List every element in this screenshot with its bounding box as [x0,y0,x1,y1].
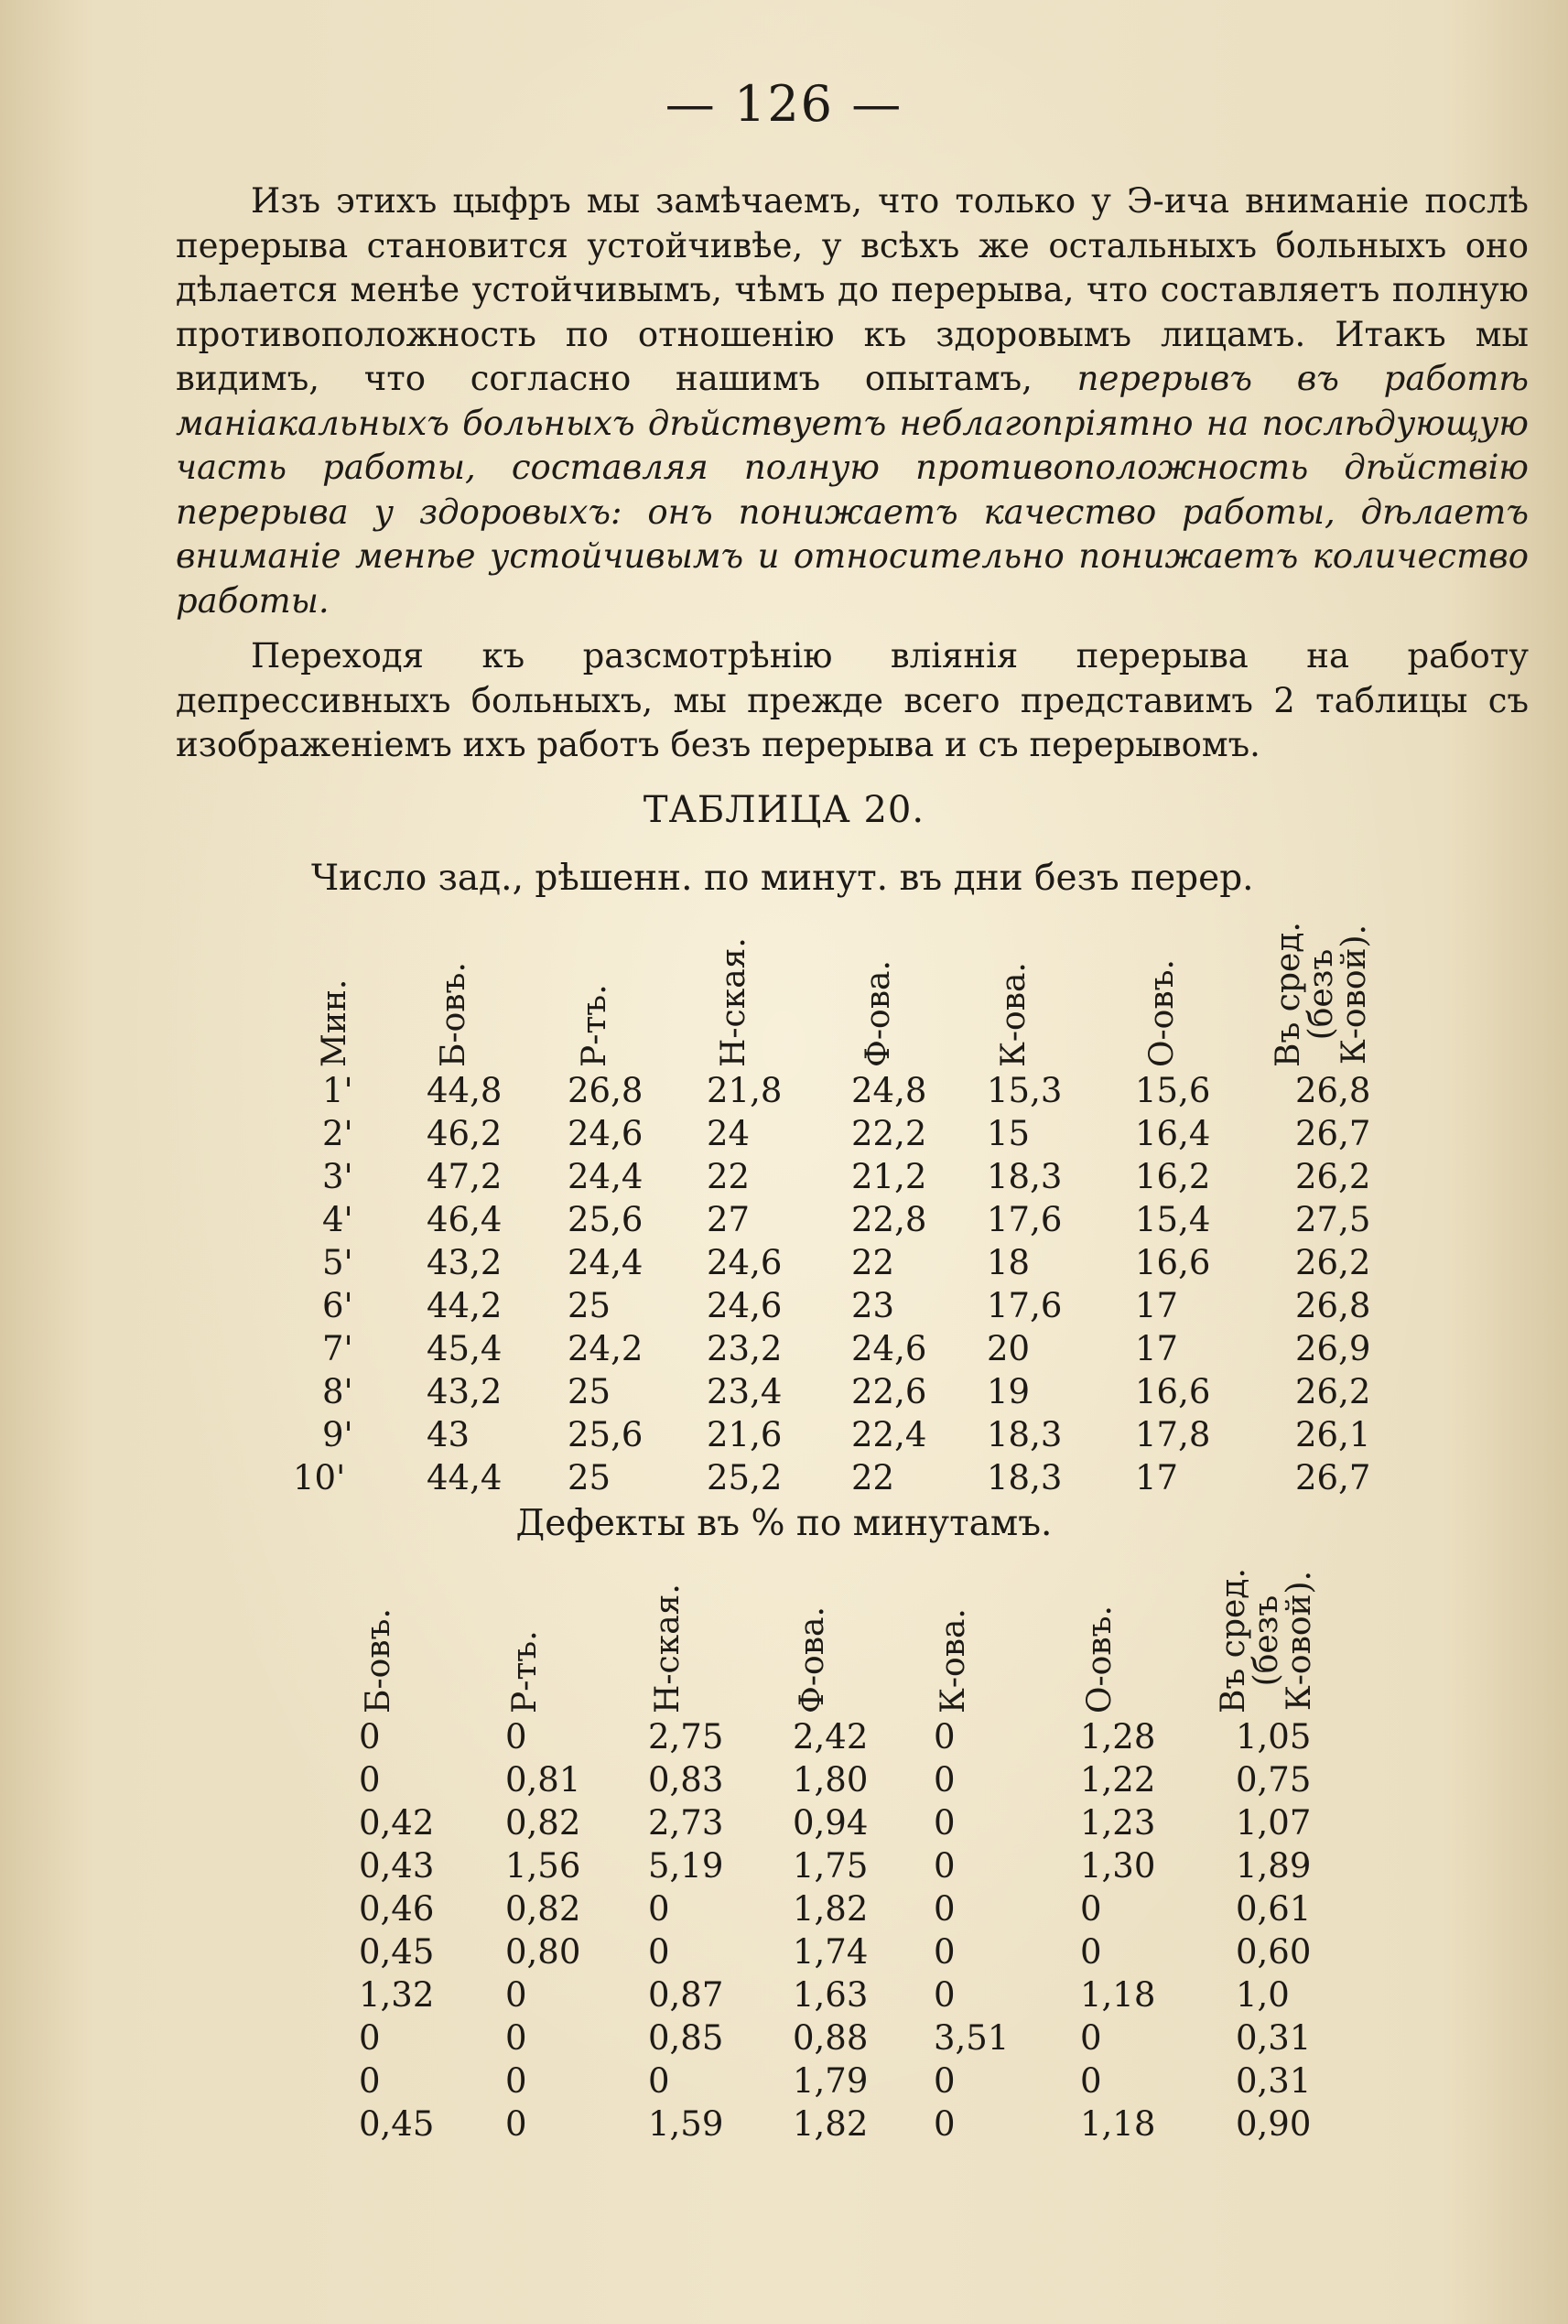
table-cell: 43 [427,1415,470,1454]
table-cell: 0,87 [648,1975,724,2015]
table-cell: 0 [505,2104,527,2144]
table-cell: 23,4 [707,1372,783,1411]
table-cell: 26,1 [1295,1415,1371,1454]
column-header: Н-ская. [715,937,752,1067]
table-cell: 24,6 [851,1329,927,1368]
table-cell: 0 [934,1975,956,2015]
table-cell: 16,4 [1135,1114,1211,1153]
column-header: Б-овъ. [360,1608,397,1713]
table-subtitle: Число зад., рѣшенн. по минут. въ дни безъ перер. [311,858,1254,899]
paragraph-1 [176,179,1529,623]
table-cell: 0 [648,1889,670,1929]
minute-label: 3' [322,1157,353,1196]
table-cell: 0 [934,1889,956,1929]
table-cell: 24,4 [568,1243,643,1282]
table-cell: 0,31 [1236,2061,1312,2101]
table-cell: 27,5 [1295,1200,1371,1239]
table-cell: 0 [1080,2061,1102,2101]
table-cell: 0 [934,2104,956,2144]
table-cell: 0,90 [1236,2104,1312,2144]
table-title: ТАБЛИЦА 20. [643,789,925,831]
table-cell: 0,42 [359,1803,435,1843]
defects-heading: Дефекты въ % по минутамъ. [515,1503,1053,1544]
table-cell: 25,6 [568,1200,643,1239]
table-cell: 15,4 [1135,1200,1211,1239]
table-cell: 25 [568,1286,611,1325]
table-cell: 18,3 [987,1458,1063,1497]
column-header-average [1217,1568,1316,1713]
table-cell: 2,75 [648,1717,724,1757]
table-cell: 0 [505,2061,527,2101]
table-cell: 0 [934,1760,956,1800]
minute-label: 6' [322,1286,353,1325]
column-header-line: Въ сред. [1215,1568,1252,1713]
table-cell: 26,2 [1295,1157,1371,1196]
table-cell: 0 [1080,1889,1102,1929]
table-cell: 16,2 [1135,1157,1211,1196]
table-cell: 1,74 [793,1932,869,1972]
minute-label: 2' [322,1114,353,1153]
table-cell: 0,45 [359,2104,435,2144]
table-cell: 1,59 [648,2104,724,2144]
table-cell: 21,8 [707,1071,783,1110]
column-header: К-ова. [995,962,1033,1067]
column-header-average [1272,922,1371,1067]
table-cell: 24,2 [568,1329,643,1368]
table-cell: 45,4 [427,1329,503,1368]
minute-label: 5' [322,1243,353,1282]
column-header: Ф-ова. [794,1606,831,1713]
paragraph-1-text: Изъ этихъ цыфръ мы замѣчаемъ, что только у Э-ича вниманіе послѣ перерыва становится устойчивѣе, у всѣхъ же остальныхъ больныхъ оно дѣлается менѣе устойчивымъ, чѣмъ до перерыва, что составляетъ полную противоположность по отношенію къ здоровымъ лицамъ. Итакъ мы видимъ, что согласно нашимъ опытамъ, [176,181,1529,398]
table-cell: 26,8 [568,1071,643,1110]
table-cell: 21,6 [707,1415,783,1454]
body-text [176,179,1529,768]
table-cell: 0,81 [505,1760,581,1800]
page-number: — 126 — [665,75,903,133]
table-cell: 5,19 [648,1846,724,1886]
table-cell: 18 [987,1243,1031,1282]
table-cell: 46,4 [427,1200,503,1239]
minute-label: 7' [322,1329,353,1368]
minute-label: 9' [322,1415,353,1454]
column-header: Н-ская. [649,1584,687,1713]
table-cell: 44,8 [427,1071,503,1110]
table-cell: 0 [359,1717,381,1757]
table-cell: 24,4 [568,1157,643,1196]
column-header: Р-тъ. [506,1630,544,1713]
minute-label: 4' [322,1200,353,1239]
table-cell: 26,7 [1295,1458,1371,1497]
table-cell: 18,3 [987,1415,1063,1454]
table-cell: 25,2 [707,1458,783,1497]
table-cell: 23,2 [707,1329,783,1368]
table-cell: 17,8 [1135,1415,1211,1454]
table-cell: 20 [987,1329,1031,1368]
table-cell: 17,6 [987,1286,1063,1325]
table-cell: 0,94 [793,1803,869,1843]
table-cell: 17 [1135,1286,1179,1325]
column-header: К-ова. [935,1608,972,1713]
table-cell: 47,2 [427,1157,503,1196]
paragraph-1-emphasis: перерывъ въ работѣ маніакальныхъ больныхъ дѣйствуетъ неблагопріятно на послѣдующую часть работы, составляя полную противоположность дѣйствію перерыва у здоровыхъ: онъ понижаетъ качество работы, дѣлаетъ вниманіе менѣе устойчивымъ и относительно понижаетъ количество работы. [176,359,1529,621]
column-header-line: (безъ [1248,1594,1285,1687]
table-cell: 1,30 [1080,1846,1156,1886]
table-cell: 22 [851,1458,895,1497]
table-cell: 0 [934,1803,956,1843]
table-cell: 0 [1080,1932,1102,1972]
table-cell: 1,23 [1080,1803,1156,1843]
table-cell: 1,32 [359,1975,435,2015]
table-cell: 0 [648,1932,670,1972]
table-cell: 24,6 [707,1286,783,1325]
table-cell: 21,2 [851,1157,927,1196]
table-cell: 0,75 [1236,1760,1312,1800]
table-cell: 1,79 [793,2061,869,2101]
table-cell: 15,6 [1135,1071,1211,1110]
table-cell: 0 [359,2061,381,2101]
column-header: О-овъ. [1081,1605,1119,1713]
table-cell: 24 [707,1114,751,1153]
minute-label: 10' [293,1458,346,1497]
table-cell: 22,4 [851,1415,927,1454]
table-cell: 18,3 [987,1157,1063,1196]
table-cell: 0 [505,2018,527,2058]
table-cell: 0,83 [648,1760,724,1800]
table-cell: 0,82 [505,1803,581,1843]
table-cell: 26,9 [1295,1329,1371,1368]
table-cell: 1,56 [505,1846,581,1886]
table-cell: 0 [505,1975,527,2015]
column-header-line: (безъ [1303,948,1340,1041]
minute-label: 1' [322,1071,353,1110]
table-cell: 44,4 [427,1458,503,1497]
table-cell: 1,82 [793,2104,869,2144]
table-cell: 1,22 [1080,1760,1156,1800]
table-cell: 22 [851,1243,895,1282]
table-cell: 46,2 [427,1114,503,1153]
table-cell: 26,7 [1295,1114,1371,1153]
table-cell: 1,18 [1080,2104,1156,2144]
table-cell: 15 [987,1114,1031,1153]
table-cell: 16,6 [1135,1243,1211,1282]
table-cell: 43,2 [427,1243,503,1282]
table-cell: 1,07 [1236,1803,1312,1843]
column-header: Р-тъ. [576,984,613,1067]
table-cell: 0,60 [1236,1932,1312,1972]
table-cell: 22,2 [851,1114,927,1153]
column-header: Ф-ова. [860,960,897,1067]
table-cell: 16,6 [1135,1372,1211,1411]
table-cell: 0 [934,2061,956,2101]
table-cell: 0,88 [793,2018,869,2058]
table-cell: 1,05 [1236,1717,1312,1757]
table-cell: 22,6 [851,1372,927,1411]
table-cell: 1,80 [793,1760,869,1800]
table-cell: 1,82 [793,1889,869,1929]
table-cell: 2,73 [648,1803,724,1843]
table-cell: 15,3 [987,1071,1063,1110]
table-cell: 3,51 [934,2018,1010,2058]
table-cell: 0,45 [359,1932,435,1972]
table-cell: 24,6 [707,1243,783,1282]
table-cell: 0,43 [359,1846,435,1886]
column-header: Мин. [316,978,353,1067]
column-header: Б-овъ. [435,962,472,1067]
table-cell: 0 [1080,2018,1102,2058]
table-cell: 24,6 [568,1114,643,1153]
table-cell: 0 [934,1717,956,1757]
table-cell: 25 [568,1458,611,1497]
table-cell: 24,8 [851,1071,927,1110]
table-cell: 0,82 [505,1889,581,1929]
table-cell: 23 [851,1286,895,1325]
table-cell: 1,75 [793,1846,869,1886]
table-cell: 1,0 [1236,1975,1290,2015]
column-header-line: Въ сред. [1270,922,1307,1067]
table-cell: 0 [934,1932,956,1972]
table-cell: 27 [707,1200,751,1239]
table-cell: 0 [359,2018,381,2058]
table-cell: 0 [934,1846,956,1886]
table-cell: 1,89 [1236,1846,1312,1886]
paragraph-2: Переходя къ разсмотрѣнію вліянія перерыва на работу депрессивныхъ больныхъ, мы прежде всего представимъ 2 таблицы съ изображеніемъ ихъ работъ безъ перерыва и съ перерывомъ. [176,636,1529,764]
table-cell: 0,61 [1236,1889,1312,1929]
table-cell: 1,63 [793,1975,869,2015]
table-cell: 43,2 [427,1372,503,1411]
table-cell: 17,6 [987,1200,1063,1239]
table-cell: 25 [568,1372,611,1411]
table-cell: 0 [648,2061,670,2101]
column-header-line: К-овой). [1336,924,1373,1065]
column-header-line: К-овой). [1281,1570,1318,1712]
table-cell: 44,2 [427,1286,503,1325]
table-cell: 22 [707,1157,751,1196]
table-cell: 26,8 [1295,1071,1371,1110]
table-cell: 1,28 [1080,1717,1156,1757]
table-cell: 2,42 [793,1717,869,1757]
table-cell: 26,2 [1295,1243,1371,1282]
table-cell: 0 [359,1760,381,1800]
table-cell: 0,46 [359,1889,435,1929]
table-cell: 25,6 [568,1415,643,1454]
column-header: О-овъ. [1143,959,1181,1067]
table-cell: 19 [987,1372,1031,1411]
minute-label: 8' [322,1372,353,1411]
table-cell: 0,85 [648,2018,724,2058]
table-cell: 26,8 [1295,1286,1371,1325]
table-cell: 0 [505,1717,527,1757]
table-cell: 0,31 [1236,2018,1312,2058]
table-cell: 0,80 [505,1932,581,1972]
table-cell: 1,18 [1080,1975,1156,2015]
table-cell: 17 [1135,1329,1179,1368]
table-cell: 17 [1135,1458,1179,1497]
table-cell: 26,2 [1295,1372,1371,1411]
table-cell: 22,8 [851,1200,927,1239]
